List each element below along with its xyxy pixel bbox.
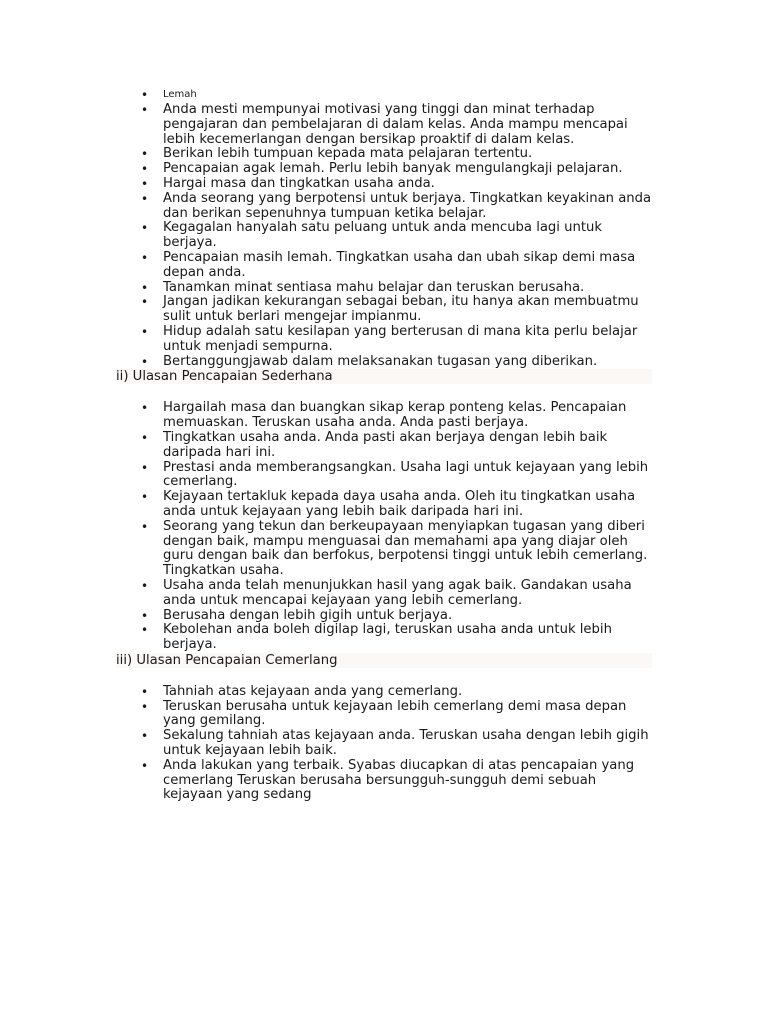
bullet-icon: • [141,578,149,593]
list-item: • Pencapaian masih lemah. Tingkatkan usaha dan ubah sikap demi masa depan anda. [141,249,636,280]
list-item: • Teruskan berusaha untuk kejayaan lebih cemerlang demi masa depan yang gemilang. [141,698,627,729]
list-item: • Lemah [141,88,197,102]
bullet-icon: • [141,88,149,102]
bullet-icon: • [141,103,149,117]
bullet-icon: • [141,401,149,416]
bullet-icon: • [141,354,149,369]
section-gap [0,668,768,685]
list-item: • Tingkatkan usaha anda. Anda pasti akan berjaya dengan lebih baik daripada hari ini. [141,429,608,460]
bullet-icon: • [141,147,149,162]
list-item: • Bertanggungjawab dalam melaksanakan tugasan yang diberikan. [141,353,598,369]
bullet-icon: • [141,324,149,339]
list-item: • Seorang yang tekun dan berkeupayaan menyiapkan tugasan yang diberi dengan baik, mampu menguasai dan memahami apa yang diajar oleh guru dengan baik dan berfokus, berpotensi tinggi untuk lebih cemerlang. Tingkatkan usaha. [141,518,648,579]
list-item: • Kebolehan anda boleh digilap lagi, teruskan usaha anda untuk lebih berjaya. [141,622,612,653]
bullet-icon: • [141,623,149,638]
list-item: • Hidup adalah satu kesilapan yang berterusan di mana kita perlu belajar untuk menjadi sempurna. [141,323,638,354]
section-iii-heading: iii) Ulasan Pencapaian Cemerlang [116,653,652,668]
list-item: • Tanamkan minat sentiasa mahu belajar dan teruskan berusaha. [141,279,585,295]
list-item: • Hargai masa dan tingkatkan usaha anda. [141,175,435,191]
section-ii-heading: ii) Ulasan Pencapaian Sederhana [116,369,652,384]
list-item: • Anda lakukan yang terbaik. Syabas diucapkan di atas pencapaian yang cemerlang Teruskan berusaha bersungguh-sungguh demi sebuah kejayaan yang sedang [141,757,635,803]
document-body [0,88,768,803]
list-item: • Berikan lebih tumpuan kepada mata pelajaran tertentu. [141,146,533,162]
list-item: • Berusaha dengan lebih gigih untuk berjaya. [141,607,453,623]
bullet-icon: • [141,430,149,445]
list-item: • Pencapaian agak lemah. Perlu lebih banyak mengulangkaji pelajaran. [141,161,623,177]
list-item: • Hargailah masa dan buangkan sikap kerap ponteng kelas. Pencapaian memuaskan. Teruskan usaha anda. Anda pasti berjaya. [141,400,627,431]
list-item: • Usaha anda telah menunjukkan hasil yang agak baik. Gandakan usaha anda untuk mencapai kejayaan yang lebih cemerlang. [141,577,632,608]
bullet-icon: • [141,250,149,265]
section-iii-list [0,685,768,803]
list-item: • Kejayaan tertakluk kepada daya usaha anda. Oleh itu tingkatkan usaha anda untuk kejayaan yang lebih baik daripada hari ini. [141,489,636,519]
list-item: • Kegagalan hanyalah satu peluang untuk anda mencuba lagi untuk berjaya. [141,220,603,251]
bullet-icon: • [141,460,149,475]
bullet-icon: • [141,699,149,714]
bullet-icon: • [141,295,149,310]
section-gap [0,384,768,401]
list-item: • Jangan jadikan kekurangan sebagai beban, itu hanya akan membuatmu sulit untuk berlari mengejar impianmu. [141,294,639,325]
bullet-icon: • [141,280,149,295]
bullet-icon: • [141,221,149,236]
section-ii-list [0,401,768,653]
bullet-icon: • [141,176,149,191]
list-item: • Anda mesti mempunyai motivasi yang tinggi dan minat terhadap pengajaran dan pembelajaran di dalam kelas. Anda mampu mencapai lebih kecemerlangan dengan bersikap proaktif di dalam kelas. [141,102,628,147]
list-item: • Tahniah atas kejayaan anda yang cemerlang. [141,683,463,699]
bullet-icon: • [141,162,149,177]
bullet-icon: • [141,191,149,206]
list-item: • Anda seorang yang berpotensi untuk berjaya. Tingkatkan keyakinan anda dan berikan sepenuhnya tumpuan ketika belajar. [141,190,652,221]
bullet-icon: • [141,608,149,623]
section-i-list [0,88,768,369]
bullet-icon: • [141,758,149,773]
bullet-icon: • [141,684,149,699]
bullet-icon: • [141,490,149,505]
list-item: • Prestasi anda memberangsangkan. Usaha lagi untuk kejayaan yang lebih cemerlang. [141,459,649,490]
list-item: • Sekalung tahniah atas kejayaan anda. Teruskan usaha dengan lebih gigih untuk kejayaan lebih baik. [141,728,649,759]
bullet-icon: • [141,519,149,534]
bullet-icon: • [141,729,149,744]
